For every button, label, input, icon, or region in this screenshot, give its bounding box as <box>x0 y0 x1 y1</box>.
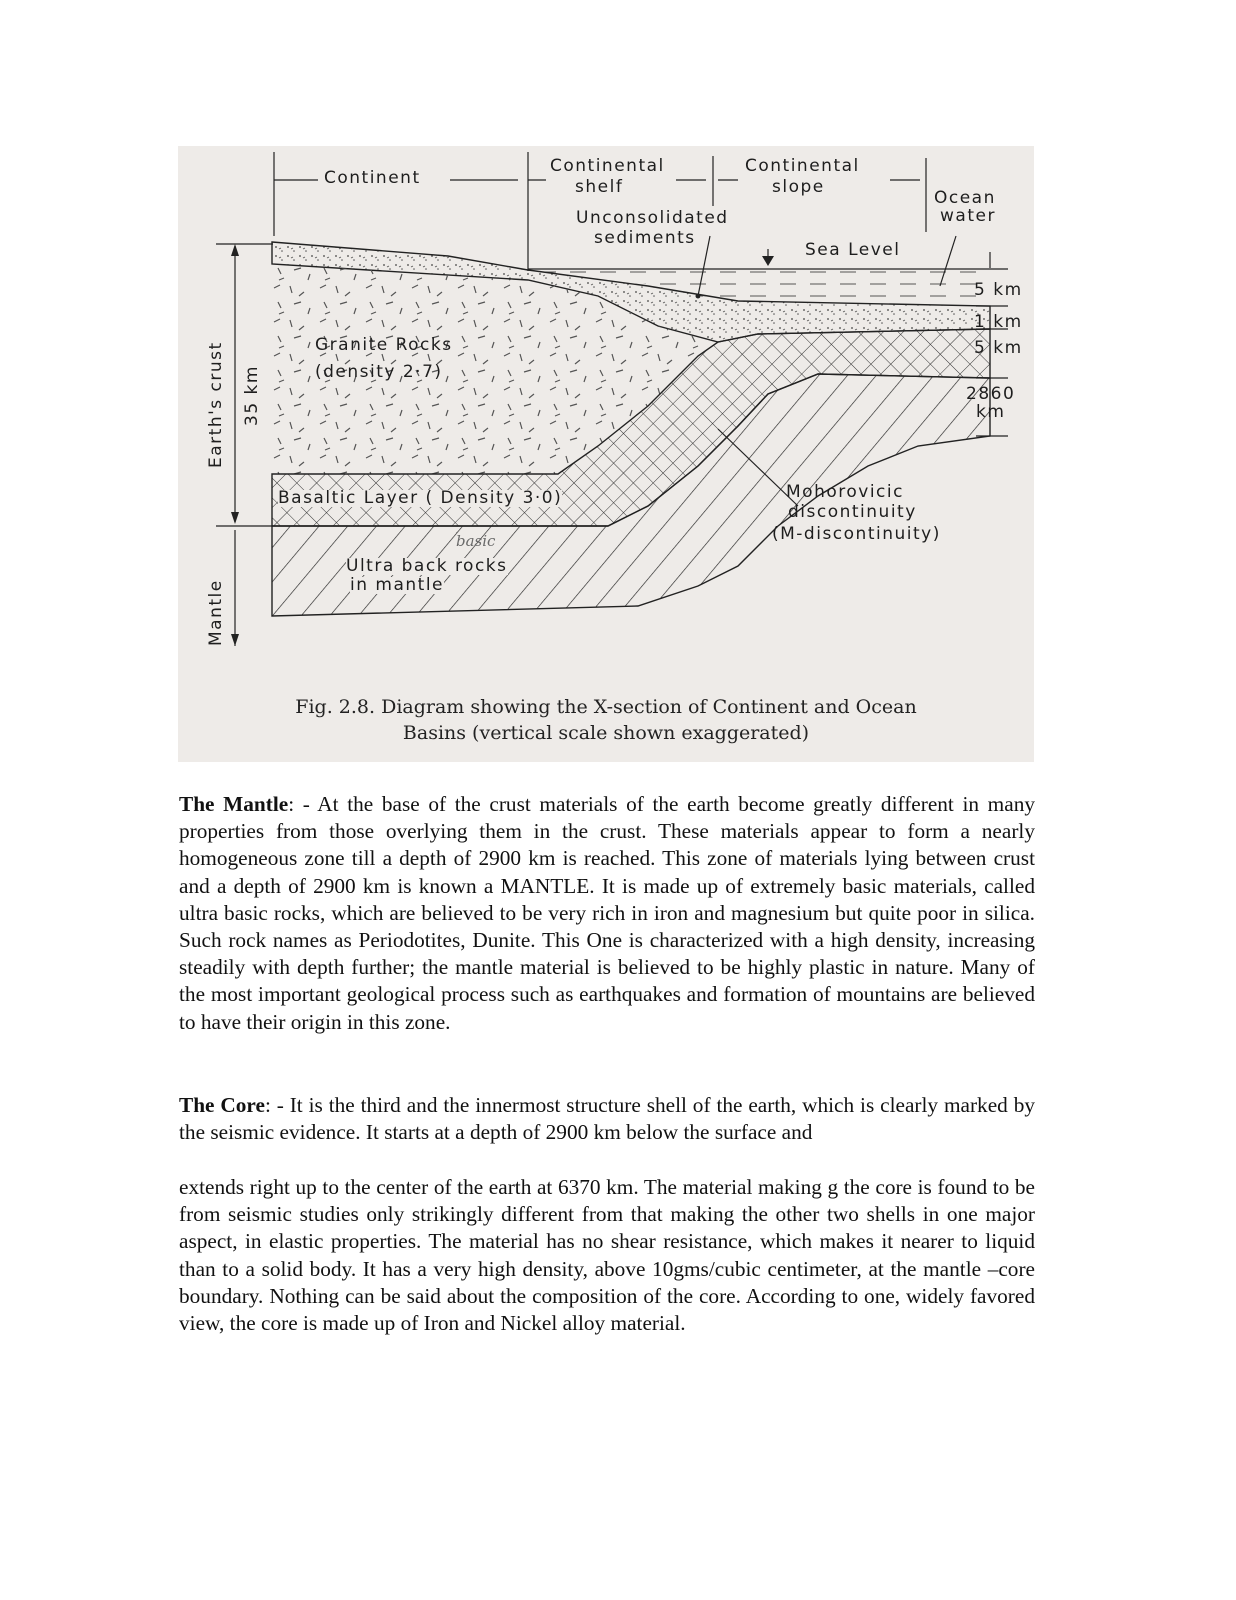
core-text: : - It is the third and the innermost structure shell of the earth, which is clearly marked by the seismic evidence. It starts at a depth of 2900 km below the surface and <box>179 1093 1035 1145</box>
label-ultra-basic-rocks: Ultra back rocks <box>346 556 508 576</box>
core-heading: The Core <box>179 1093 265 1117</box>
label-m-discontinuity: (M-discontinuity) <box>772 524 941 544</box>
cross-section-figure <box>178 146 1034 762</box>
label-crust-thickness: 35 km <box>242 365 262 426</box>
mantle-paragraph <box>179 791 1035 1036</box>
figure-caption-line-1: Fig. 2.8. Diagram showing the X-section of Continent and Ocean <box>295 696 917 718</box>
label-depth-sediment: 1 km <box>974 312 1023 332</box>
label-depth-basalt: 5 km <box>974 338 1023 358</box>
core-continuation <box>179 1174 1035 1337</box>
label-continental-slope-2: slope <box>772 177 825 197</box>
label-mantle: Mantle <box>206 579 226 646</box>
label-earths-crust: Earth's crust <box>206 341 226 468</box>
label-depth-water: 5 km <box>974 280 1023 300</box>
label-ocean-water: Ocean <box>934 188 996 208</box>
label-ocean-water-2: water <box>940 206 996 226</box>
mantle-section <box>179 791 1035 1036</box>
figure-caption-line-2: Basins (vertical scale shown exaggerated) <box>402 722 810 744</box>
label-granite-density: (density 2·7) <box>315 362 443 382</box>
label-depth-mantle: 2860 <box>966 384 1016 404</box>
handwritten-correction: basic <box>456 532 496 550</box>
label-discontinuity: discontinuity <box>788 502 917 522</box>
label-continental-shelf-2: shelf <box>575 177 624 197</box>
core-section <box>179 1092 1035 1146</box>
label-in-mantle: in mantle <box>350 575 445 595</box>
label-continent: Continent <box>324 168 421 188</box>
core-paragraph <box>179 1092 1035 1146</box>
label-sediments: sediments <box>594 228 696 248</box>
label-unconsolidated: Unconsolidated <box>576 208 729 228</box>
label-continental-shelf: Continental <box>550 156 665 176</box>
label-sea-level: Sea Level <box>805 240 901 260</box>
label-mohorovicic: Mohorovicic <box>786 482 904 502</box>
core-continuation-paragraph: extends right up to the center of the earth at 6370 km. The material making g the core is found to be from seismic studies only strikingly different from that making the other two shells in one major aspect, in elastic properties. The material has no shear resistance, which makes it nearer to liquid than to a solid body. It has a very high density, above 10gms/cubic centimeter, at the mantle –core boundary. Nothing can be said about the composition of the core. According to one, widely favored view, the core is made up of Iron and Nickel alloy material. <box>179 1175 1035 1336</box>
label-basaltic-layer: Basaltic Layer ( Density 3·0) <box>278 488 563 508</box>
mantle-text: : - At the base of the crust materials of the earth become greatly different in many properties from those overlying them in the crust. These materials appear to form a nearly homogeneous zone till a depth of 2900 km is reached. This zone of materials lying between crust and a depth of 2900 km is known a MANTLE. It is made up of extremely basic materials, called ultra basic rocks, which are believed to be very rich in iron and magnesium but quite poor in silica. Such rock names as Periodotites, Dunite. This One is characterized with a high density, increasing steadily with depth further; the mantle material is believed to be highly plastic in nature. Many of the most important geological process such as earthquakes and formation of mountains are believed to have their origin in this zone. <box>179 792 1035 1034</box>
label-granite-rocks: Granite Rocks <box>315 335 453 355</box>
label-continental-slope: Continental <box>745 156 860 176</box>
label-depth-mantle-unit: km <box>976 402 1006 422</box>
mantle-heading: The Mantle <box>179 792 289 816</box>
